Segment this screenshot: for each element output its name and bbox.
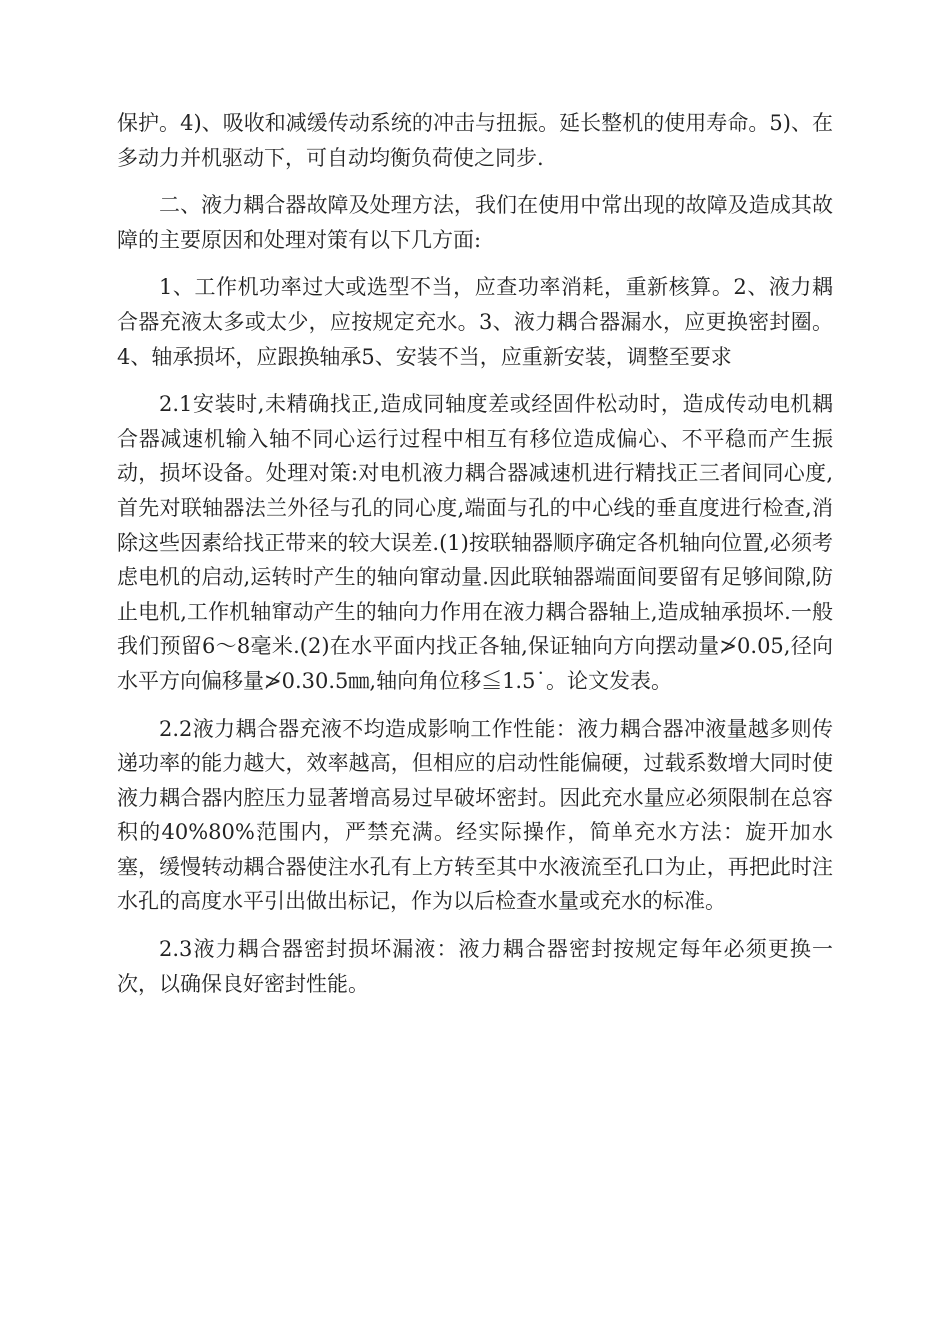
paragraph-continuation: 保护。4)、吸收和减缓传动系统的冲击与扭振。延长整机的使用寿命。5)、在多动力并机驱动下，可自动均衡负荷使之同步.: [117, 111, 833, 170]
paragraph-2-2: 2.2液力耦合器充液不均造成影响工作性能：液力耦合器冲液量越多则传递功率的能力越大，效率越高，但相应的启动性能偏硬，过载系数增大同时使液力耦合器内腔压力显著增高易过早破坏密封。因此充水量应必须限制在总容积的40%80%范围内，严禁充满。经实际操作，简单充水方法：旋开加水塞，缓慢转动耦合器使注水孔有上方转至其中水液流至孔口为止，再把此时注水孔的高度水平引出做出标记，作为以后检查水量或充水的标准。: [117, 716, 833, 914]
paragraph-fault-list: 1、工作机功率过大或选型不当，应查功率消耗，重新核算。2、液力耦合器充液太多或太少，应按规定充水。3、液力耦合器漏水，应更换密封圈。4、轴承损坏，应跟换轴承5、安装不当，应重新安装，调整至要求: [117, 275, 833, 369]
paragraph-2-3: 2.3液力耦合器密封损坏漏液：液力耦合器密封按规定每年必须更换一次，以确保良好密封性能。: [117, 937, 833, 996]
document-body: [117, 106, 833, 1014]
paragraph-2-1: 2.1安装时,未精确找正,造成同轴度差或经固件松动时，造成传动电机耦合器减速机输入轴不同心运行过程中相互有移位造成偏心、不平稳而产生振动，损坏设备。处理对策:对电机液力耦合器减速机进行精找正三者间同心度,首先对联轴器法兰外径与孔的同心度,端面与孔的中心线的垂直度进行检查,消除这些因素给找正带来的较大误差.(1)按联轴器顺序确定各机轴向位置,必须考虑电机的启动,运转时产生的轴向窜动量.因此联轴器端面间要留有足够间隙,防止电机,工作机轴窜动产生的轴向力作用在液力耦合器轴上,造成轴承损坏.一般我们预留6～8毫米.(2)在水平面内找正各轴,保证轴向方向摆动量≯0.05,径向水平方向偏移量≯0.30.5㎜,轴向角位移≦1.5˙。论文发表。: [117, 392, 833, 693]
paragraph-section-two-heading: 二、液力耦合器故障及处理方法，我们在使用中常出现的故障及造成其故障的主要原因和处理对策有以下几方面:: [117, 193, 833, 252]
